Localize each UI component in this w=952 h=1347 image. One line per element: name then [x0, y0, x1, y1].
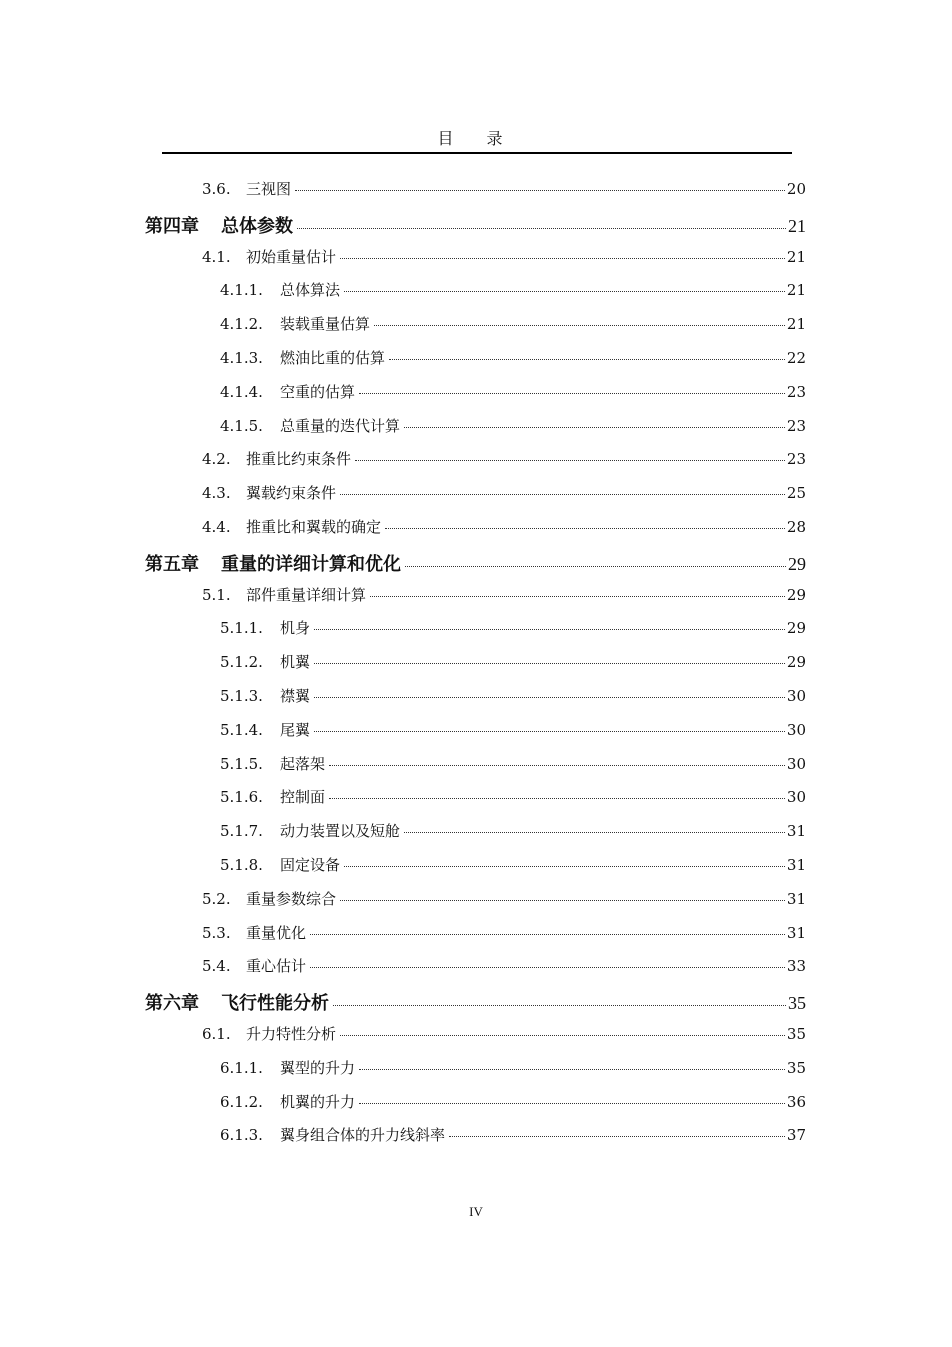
toc-dot-leader	[389, 359, 785, 360]
page-header	[162, 126, 792, 154]
toc-entry-title: 尾翼	[280, 720, 311, 739]
toc-entry-number: 5.4.	[202, 957, 231, 976]
toc-entry-page: 21	[786, 247, 806, 266]
toc-entry-page: 29	[786, 653, 806, 672]
toc-entry[interactable]	[220, 854, 806, 875]
toc-entry-title: 初始重量估计	[246, 247, 337, 266]
toc-entry-title: 固定设备	[280, 856, 341, 874]
page-number: IV	[469, 1204, 483, 1219]
toc-entry[interactable]	[220, 1057, 806, 1078]
toc-entry-number: 4.1.4.	[220, 382, 263, 401]
toc-entry-title: 总重量的迭代计算	[280, 416, 401, 435]
toc-dot-leader	[333, 1005, 786, 1006]
toc-entry-number: 4.4.	[202, 518, 231, 536]
toc-entry[interactable]	[202, 482, 806, 503]
toc-entry-title: 机身	[280, 619, 311, 638]
toc-entry-title: 襟翼	[280, 687, 311, 705]
toc-entry-page: 29	[788, 553, 806, 574]
toc-entry-number: 5.1.3.	[220, 687, 263, 705]
toc-entry-page: 21	[786, 315, 806, 334]
toc-entry-title: 总体算法	[280, 281, 341, 300]
toc-entry-number: 4.2.	[202, 450, 231, 469]
toc-entry[interactable]	[202, 448, 806, 469]
toc-entry-page: 33	[786, 957, 806, 976]
toc-entry-page: 21	[786, 281, 806, 300]
toc-entry-number: 4.3.	[202, 484, 231, 503]
toc-entry-page: 25	[786, 484, 806, 503]
toc-entry-page: 37	[786, 1126, 806, 1145]
toc-entry-number: 4.1.5.	[220, 416, 263, 435]
toc-entry-number: 5.1.2.	[220, 653, 263, 672]
toc-entry-number: 5.1.6.	[220, 788, 263, 807]
toc-entry[interactable]	[220, 313, 806, 334]
toc-entry[interactable]	[145, 989, 806, 1015]
toc-entry-number: 5.1.5.	[220, 754, 263, 773]
toc-entry[interactable]	[220, 753, 806, 774]
toc-entry-page: 30	[786, 754, 806, 773]
toc-dot-leader	[297, 228, 786, 229]
toc-entry-title: 重量参数综合	[246, 889, 337, 908]
toc-entry[interactable]	[145, 550, 806, 576]
toc-entry[interactable]	[220, 685, 806, 706]
toc-entry-title: 空重的估算	[280, 382, 356, 401]
toc-entry[interactable]	[220, 617, 806, 638]
toc-entry-page: 31	[786, 889, 806, 908]
toc-entry-title: 机翼的升力	[280, 1092, 356, 1111]
toc-entry-title: 升力特性分析	[246, 1025, 337, 1043]
toc-entry-number: 5.1.	[202, 585, 231, 604]
toc-entry-page: 20	[786, 180, 806, 198]
toc-entry-number: 5.1.7.	[220, 822, 263, 841]
toc-dot-leader	[314, 663, 785, 664]
toc-entry-page: 29	[786, 585, 806, 604]
toc-entry-title: 部件重量详细计算	[246, 585, 367, 604]
toc-dot-leader	[295, 190, 785, 191]
toc-entry-page: 23	[786, 382, 806, 401]
toc-entry-number: 4.1.1.	[220, 281, 263, 300]
toc-dot-leader	[329, 765, 785, 766]
toc-entry-page: 30	[786, 720, 806, 739]
toc-entry-page: 23	[786, 416, 806, 435]
toc-entry-page: 31	[786, 822, 806, 841]
toc-dot-leader	[449, 1136, 785, 1137]
toc-entry-page: 21	[788, 215, 806, 236]
toc-entry-title: 重心估计	[246, 957, 307, 976]
toc-dot-leader	[370, 596, 785, 597]
toc-entry-title: 总体参数	[221, 215, 293, 237]
toc-entry-title: 燃油比重的估算	[280, 349, 386, 367]
toc-dot-leader	[340, 258, 785, 259]
toc-entry[interactable]	[220, 279, 806, 300]
toc-entry-title: 推重比和翼载的确定	[246, 518, 382, 536]
header-title: 目 录	[437, 129, 517, 148]
toc-entry-title: 动力装置以及短舱	[280, 822, 401, 841]
toc-dot-leader	[310, 967, 785, 968]
toc-dot-leader	[340, 494, 785, 495]
toc-entry-number: 3.6.	[202, 180, 231, 198]
toc-entry-title: 重量的详细计算和优化	[221, 553, 401, 575]
toc-entry[interactable]	[202, 1023, 806, 1044]
toc-entry[interactable]	[202, 922, 806, 943]
toc-dot-leader	[385, 528, 785, 529]
toc-entry[interactable]	[220, 1091, 806, 1112]
toc-dot-leader	[359, 1103, 785, 1104]
toc-dot-leader	[355, 460, 785, 461]
toc-entry-number: 6.1.3.	[220, 1126, 263, 1145]
toc-dot-leader	[310, 934, 785, 935]
toc-entry-page: 35	[786, 1025, 806, 1043]
toc-dot-leader	[314, 731, 785, 732]
toc-entry-title: 推重比约束条件	[246, 450, 352, 469]
toc-entry-number: 第五章	[145, 553, 199, 575]
toc-entry-page: 23	[786, 450, 806, 469]
toc-entry-number: 6.1.2.	[220, 1092, 263, 1111]
toc-dot-leader	[340, 1035, 785, 1036]
toc-entry[interactable]	[220, 786, 806, 807]
toc-entry[interactable]	[202, 584, 806, 605]
toc-entry-title: 翼型的升力	[280, 1058, 356, 1077]
toc-entry[interactable]	[202, 246, 806, 267]
toc-dot-leader	[340, 900, 785, 901]
toc-entry-page: 35	[786, 1058, 806, 1077]
toc-entry[interactable]	[220, 651, 806, 672]
toc-entry-title: 起落架	[280, 754, 326, 773]
toc-entry[interactable]	[202, 178, 806, 199]
toc-entry[interactable]	[202, 955, 806, 976]
toc-entry-number: 4.1.	[202, 247, 231, 266]
toc-dot-leader	[344, 866, 785, 867]
toc-entry-page: 29	[786, 619, 806, 638]
toc-entry-title: 重量优化	[246, 923, 307, 942]
toc-entry-page: 22	[786, 349, 806, 367]
toc-entry-title: 机翼	[280, 653, 311, 672]
toc-dot-leader	[404, 832, 785, 833]
toc-entry-page: 28	[786, 518, 806, 536]
toc-dot-leader	[314, 629, 785, 630]
toc-entry-number: 4.1.2.	[220, 315, 263, 334]
toc-entry-number: 6.1.	[202, 1025, 231, 1043]
toc-entry-title: 翼载约束条件	[246, 484, 337, 503]
toc-entry[interactable]	[202, 516, 806, 537]
toc-entry-number: 第六章	[145, 993, 199, 1015]
toc-entry-title: 三视图	[246, 180, 292, 198]
toc-entry-number: 5.2.	[202, 889, 231, 908]
toc-dot-leader	[359, 1069, 785, 1070]
toc-entry[interactable]	[220, 347, 806, 368]
toc-entry-title: 控制面	[280, 788, 326, 807]
toc-entry[interactable]	[220, 415, 806, 436]
toc-entry-page: 36	[786, 1092, 806, 1111]
toc-dot-leader	[344, 291, 785, 292]
toc-entry-number: 5.1.4.	[220, 720, 263, 739]
toc-entry[interactable]	[220, 1124, 806, 1145]
toc-entry-title: 装载重量估算	[280, 315, 371, 334]
toc-entry-page: 30	[786, 788, 806, 807]
toc-entry-page: 31	[786, 923, 806, 942]
toc-entry-number: 5.1.1.	[220, 619, 263, 638]
toc-entry-number: 第四章	[145, 215, 199, 237]
toc-entry-title: 翼身组合体的升力线斜率	[280, 1126, 446, 1145]
toc-entry[interactable]	[220, 381, 806, 402]
toc-dot-leader	[404, 427, 785, 428]
toc-dot-leader	[405, 566, 786, 567]
toc-dot-leader	[314, 697, 785, 698]
toc-entry-page: 30	[786, 687, 806, 705]
toc-entry[interactable]	[220, 719, 806, 740]
toc-entry[interactable]	[202, 888, 806, 909]
toc-entry[interactable]	[220, 820, 806, 841]
toc-entry-page: 35	[788, 993, 806, 1014]
toc-entry-page: 31	[786, 856, 806, 874]
toc-entry-number: 5.3.	[202, 923, 231, 942]
toc-entry-number: 4.1.3.	[220, 349, 263, 367]
toc-dot-leader	[359, 393, 785, 394]
toc-entry-number: 5.1.8.	[220, 856, 263, 874]
toc-entry[interactable]	[145, 212, 806, 238]
toc-entry-number: 6.1.1.	[220, 1058, 263, 1077]
toc-dot-leader	[374, 325, 785, 326]
toc-entry-title: 飞行性能分析	[221, 993, 329, 1015]
toc-dot-leader	[329, 798, 785, 799]
